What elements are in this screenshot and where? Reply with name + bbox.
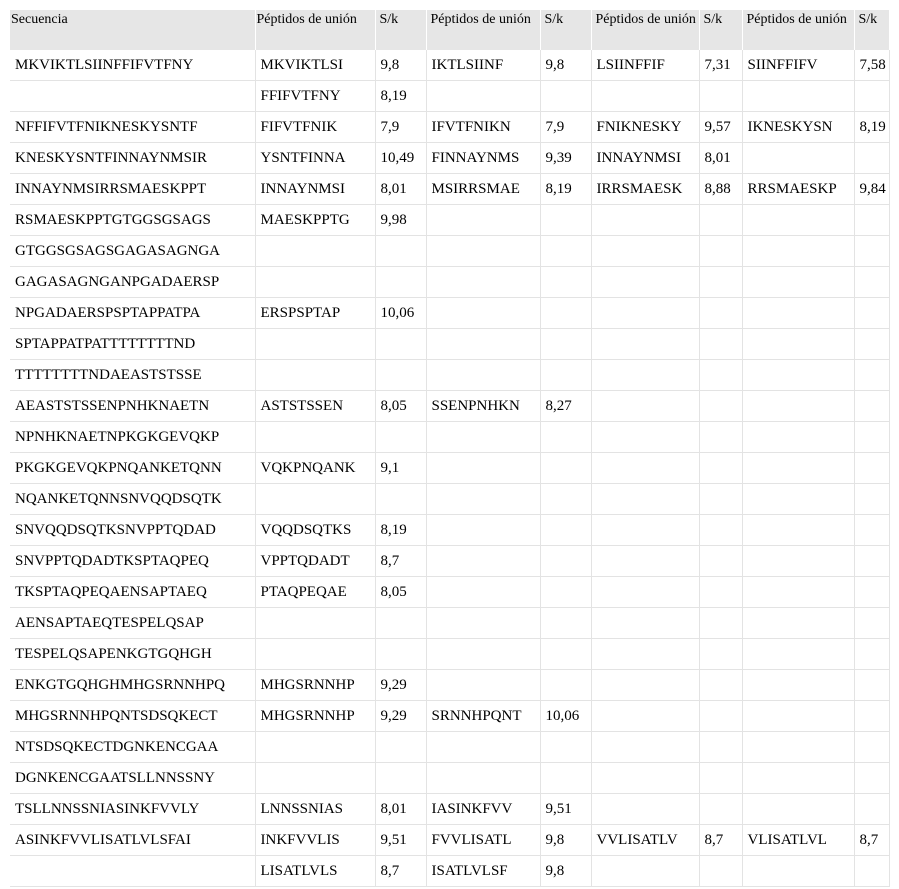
score-cell: 9,8: [540, 856, 591, 887]
binding-peptide-cell: FVVLISATL: [426, 825, 540, 856]
table-row: [10, 50, 889, 81]
binding-peptide-cell: IKTLSIINF: [426, 50, 540, 81]
binding-peptide-cell: RRSMAESKP: [742, 174, 854, 205]
score-cell: [375, 639, 426, 670]
binding-peptide-cell: [255, 360, 375, 391]
score-cell: [540, 546, 591, 577]
score-cell: [854, 205, 889, 236]
score-cell: [540, 639, 591, 670]
score-cell: [699, 763, 742, 794]
score-cell: [375, 763, 426, 794]
binding-peptide-cell: [591, 546, 699, 577]
score-cell: [854, 422, 889, 453]
binding-peptide-cell: [591, 732, 699, 763]
sequence-cell: GAGASAGNGANPGADAERSP: [10, 267, 255, 298]
score-cell: [540, 236, 591, 267]
score-cell: [699, 205, 742, 236]
binding-peptide-cell: [742, 763, 854, 794]
binding-peptide-cell: [742, 484, 854, 515]
binding-peptide-cell: [426, 236, 540, 267]
binding-peptide-cell: VVLISATLV: [591, 825, 699, 856]
score-cell: 8,05: [375, 391, 426, 422]
score-cell: [699, 391, 742, 422]
binding-peptide-cell: ERSPSPTAP: [255, 298, 375, 329]
sequence-cell: NFFIFVTFNIKNESKYSNTF: [10, 112, 255, 143]
table-row: [10, 763, 889, 794]
sequence-cell: GTGGSGSAGSGAGASAGNGA: [10, 236, 255, 267]
score-cell: 8,19: [375, 81, 426, 112]
column-header-score: S/k: [854, 10, 889, 50]
score-cell: [540, 205, 591, 236]
score-cell: [854, 81, 889, 112]
score-cell: 9,84: [854, 174, 889, 205]
binding-peptide-cell: [742, 205, 854, 236]
score-cell: [699, 701, 742, 732]
sequence-cell: SNVQQDSQTKSNVPPTQDAD: [10, 515, 255, 546]
binding-peptide-cell: FIFVTFNIK: [255, 112, 375, 143]
table-row: [10, 484, 889, 515]
binding-peptide-cell: [742, 298, 854, 329]
table-row: [10, 298, 889, 329]
binding-peptide-cell: [255, 329, 375, 360]
binding-peptide-cell: [591, 670, 699, 701]
score-cell: 8,7: [375, 546, 426, 577]
binding-peptide-cell: MHGSRNNHP: [255, 670, 375, 701]
binding-peptide-cell: [591, 453, 699, 484]
score-cell: [540, 670, 591, 701]
score-cell: [375, 732, 426, 763]
score-cell: 10,49: [375, 143, 426, 174]
score-cell: [540, 360, 591, 391]
table-row: [10, 639, 889, 670]
table-row: [10, 546, 889, 577]
binding-peptide-cell: LISATLVLS: [255, 856, 375, 887]
binding-peptide-cell: [742, 670, 854, 701]
score-cell: [699, 732, 742, 763]
binding-peptide-cell: [591, 422, 699, 453]
score-cell: [375, 236, 426, 267]
score-cell: [699, 360, 742, 391]
score-cell: [540, 329, 591, 360]
binding-peptide-cell: [742, 794, 854, 825]
sequence-cell: TKSPTAQPEQAENSAPTAEQ: [10, 577, 255, 608]
sequence-cell: ASINKFVVLISATLVLSFAI: [10, 825, 255, 856]
binding-peptide-cell: [255, 236, 375, 267]
table-row: [10, 608, 889, 639]
score-cell: 10,06: [375, 298, 426, 329]
binding-peptide-cell: [426, 577, 540, 608]
score-cell: [854, 267, 889, 298]
column-header-binding-peptides: Péptidos de unión: [742, 10, 854, 50]
binding-peptide-cell: [591, 205, 699, 236]
score-cell: [854, 577, 889, 608]
sequence-cell: AENSAPTAEQTESPELQSAP: [10, 608, 255, 639]
binding-peptide-cell: [742, 577, 854, 608]
score-cell: [854, 143, 889, 174]
binding-peptide-cell: [742, 81, 854, 112]
score-cell: [699, 515, 742, 546]
table-row: [10, 267, 889, 298]
binding-peptide-cell: VPPTQDADT: [255, 546, 375, 577]
binding-peptide-cell: ISATLVLSF: [426, 856, 540, 887]
binding-peptide-cell: LSIINFFIF: [591, 50, 699, 81]
score-cell: [854, 329, 889, 360]
binding-peptide-cell: [426, 732, 540, 763]
header-row: [10, 10, 889, 50]
sequence-cell: NPNHKNAETNPKGKGEVQKP: [10, 422, 255, 453]
table-row: [10, 236, 889, 267]
sequence-cell: DGNKENCGAATSLLNNSSNY: [10, 763, 255, 794]
score-cell: 8,27: [540, 391, 591, 422]
score-cell: [854, 360, 889, 391]
score-cell: [854, 763, 889, 794]
binding-peptide-cell: [742, 856, 854, 887]
binding-peptide-cell: [426, 422, 540, 453]
sequence-cell: NQANKETQNNSNVQQDSQTK: [10, 484, 255, 515]
binding-peptide-cell: [742, 639, 854, 670]
table-row: [10, 205, 889, 236]
score-cell: [854, 546, 889, 577]
binding-peptide-cell: YSNTFINNA: [255, 143, 375, 174]
sequence-cell: NPGADAERSPSPTAPPATPA: [10, 298, 255, 329]
binding-peptide-cell: [742, 360, 854, 391]
binding-peptide-cell: [591, 484, 699, 515]
binding-peptide-cell: [426, 329, 540, 360]
binding-peptide-cell: [591, 329, 699, 360]
binding-peptide-cell: [426, 453, 540, 484]
binding-peptide-cell: [591, 298, 699, 329]
column-header-binding-peptides: Péptidos de unión: [255, 10, 375, 50]
table-row: [10, 701, 889, 732]
score-cell: [540, 453, 591, 484]
score-cell: 9,8: [540, 825, 591, 856]
score-cell: [375, 329, 426, 360]
score-cell: 9,51: [375, 825, 426, 856]
score-cell: [540, 732, 591, 763]
score-cell: 9,29: [375, 701, 426, 732]
sequence-cell: ENKGTGQHGHMHGSRNNHPQ: [10, 670, 255, 701]
binding-peptide-cell: FNIKNESKY: [591, 112, 699, 143]
score-cell: [699, 577, 742, 608]
binding-peptide-cell: MKVIKTLSI: [255, 50, 375, 81]
sequence-cell: SNVPPTQDADTKSPTAQPEQ: [10, 546, 255, 577]
table-row: [10, 794, 889, 825]
binding-peptide-cell: VQQDSQTKS: [255, 515, 375, 546]
table-row: [10, 515, 889, 546]
binding-peptide-cell: [426, 670, 540, 701]
score-cell: [375, 267, 426, 298]
binding-peptide-cell: SSENPNHKN: [426, 391, 540, 422]
binding-peptide-cell: [591, 856, 699, 887]
binding-peptide-cell: IRRSMAESK: [591, 174, 699, 205]
binding-peptide-cell: FFIFVTFNY: [255, 81, 375, 112]
binding-peptide-cell: IASINKFVV: [426, 794, 540, 825]
score-cell: 7,9: [375, 112, 426, 143]
score-cell: 8,19: [375, 515, 426, 546]
table-row: [10, 422, 889, 453]
score-cell: [540, 267, 591, 298]
score-cell: 8,7: [854, 825, 889, 856]
score-cell: 9,39: [540, 143, 591, 174]
binding-peptide-cell: [742, 391, 854, 422]
table-row: [10, 391, 889, 422]
binding-peptide-cell: IFVTFNIKN: [426, 112, 540, 143]
table-row: [10, 825, 889, 856]
score-cell: [699, 608, 742, 639]
peptide-binding-table: [10, 10, 890, 887]
score-cell: [699, 329, 742, 360]
binding-peptide-cell: VQKPNQANK: [255, 453, 375, 484]
peptide-table-container: [10, 10, 889, 887]
binding-peptide-cell: SIINFFIFV: [742, 50, 854, 81]
score-cell: [540, 577, 591, 608]
score-cell: [854, 608, 889, 639]
sequence-cell: [10, 81, 255, 112]
sequence-cell: TSLLNNSSNIASINKFVVLY: [10, 794, 255, 825]
score-cell: [699, 81, 742, 112]
binding-peptide-cell: [426, 763, 540, 794]
score-cell: [854, 391, 889, 422]
binding-peptide-cell: INNAYNMSI: [591, 143, 699, 174]
column-header-score: S/k: [699, 10, 742, 50]
binding-peptide-cell: [426, 267, 540, 298]
table-row: [10, 81, 889, 112]
score-cell: 7,58: [854, 50, 889, 81]
score-cell: [854, 732, 889, 763]
score-cell: 9,51: [540, 794, 591, 825]
score-cell: [854, 453, 889, 484]
column-header-binding-peptides: Péptidos de unión: [591, 10, 699, 50]
binding-peptide-cell: [591, 267, 699, 298]
score-cell: [699, 546, 742, 577]
binding-peptide-cell: [742, 732, 854, 763]
score-cell: [699, 453, 742, 484]
binding-peptide-cell: [591, 81, 699, 112]
score-cell: [699, 298, 742, 329]
score-cell: [854, 484, 889, 515]
sequence-cell: SPTAPPATPATTTTTTTTND: [10, 329, 255, 360]
sequence-cell: KNESKYSNTFINNAYNMSIR: [10, 143, 255, 174]
score-cell: [699, 856, 742, 887]
table-row: [10, 329, 889, 360]
score-cell: 8,01: [375, 794, 426, 825]
score-cell: 9,57: [699, 112, 742, 143]
binding-peptide-cell: [255, 267, 375, 298]
score-cell: 8,01: [375, 174, 426, 205]
column-header-score: S/k: [540, 10, 591, 50]
binding-peptide-cell: [426, 608, 540, 639]
score-cell: [540, 298, 591, 329]
binding-peptide-cell: [426, 484, 540, 515]
binding-peptide-cell: [426, 205, 540, 236]
binding-peptide-cell: SRNNHPQNT: [426, 701, 540, 732]
sequence-cell: MKVIKTLSIINFFIFVTFNY: [10, 50, 255, 81]
binding-peptide-cell: [426, 81, 540, 112]
binding-peptide-cell: INKFVVLIS: [255, 825, 375, 856]
table-body: [10, 50, 889, 887]
binding-peptide-cell: VLISATLVL: [742, 825, 854, 856]
binding-peptide-cell: [255, 639, 375, 670]
table-header: [10, 10, 889, 50]
sequence-cell: NTSDSQKECTDGNKENCGAA: [10, 732, 255, 763]
table-row: [10, 360, 889, 391]
score-cell: [540, 484, 591, 515]
table-row: [10, 577, 889, 608]
score-cell: [540, 422, 591, 453]
binding-peptide-cell: FINNAYNMS: [426, 143, 540, 174]
score-cell: [699, 236, 742, 267]
score-cell: [375, 360, 426, 391]
binding-peptide-cell: [742, 143, 854, 174]
column-header-sequence: Secuencia: [10, 10, 255, 50]
score-cell: 9,29: [375, 670, 426, 701]
binding-peptide-cell: [426, 639, 540, 670]
binding-peptide-cell: [591, 639, 699, 670]
table-row: [10, 732, 889, 763]
score-cell: 7,9: [540, 112, 591, 143]
score-cell: [699, 670, 742, 701]
binding-peptide-cell: [591, 236, 699, 267]
score-cell: 8,7: [375, 856, 426, 887]
binding-peptide-cell: [426, 515, 540, 546]
sequence-cell: AEASTSTSSENPNHKNAETN: [10, 391, 255, 422]
sequence-cell: RSMAESKPPTGTGGSGSAGS: [10, 205, 255, 236]
binding-peptide-cell: [426, 546, 540, 577]
binding-peptide-cell: [255, 484, 375, 515]
score-cell: [375, 422, 426, 453]
table-row: [10, 670, 889, 701]
binding-peptide-cell: [426, 360, 540, 391]
binding-peptide-cell: [255, 732, 375, 763]
binding-peptide-cell: [591, 763, 699, 794]
table-row: [10, 174, 889, 205]
score-cell: [854, 856, 889, 887]
binding-peptide-cell: [426, 298, 540, 329]
binding-peptide-cell: MSIRRSMAE: [426, 174, 540, 205]
binding-peptide-cell: [591, 391, 699, 422]
binding-peptide-cell: [742, 267, 854, 298]
binding-peptide-cell: [742, 422, 854, 453]
score-cell: [854, 236, 889, 267]
score-cell: 10,06: [540, 701, 591, 732]
binding-peptide-cell: [591, 577, 699, 608]
binding-peptide-cell: [742, 701, 854, 732]
score-cell: 8,7: [699, 825, 742, 856]
score-cell: 9,8: [540, 50, 591, 81]
score-cell: [854, 298, 889, 329]
sequence-cell: PKGKGEVQKPNQANKETQNN: [10, 453, 255, 484]
score-cell: 9,1: [375, 453, 426, 484]
table-row: [10, 453, 889, 484]
score-cell: 8,19: [540, 174, 591, 205]
binding-peptide-cell: PTAQPEQAE: [255, 577, 375, 608]
binding-peptide-cell: [591, 515, 699, 546]
binding-peptide-cell: [591, 701, 699, 732]
score-cell: [854, 670, 889, 701]
binding-peptide-cell: [742, 453, 854, 484]
table-row: [10, 143, 889, 174]
score-cell: 9,8: [375, 50, 426, 81]
binding-peptide-cell: [742, 329, 854, 360]
binding-peptide-cell: [591, 608, 699, 639]
score-cell: [375, 608, 426, 639]
binding-peptide-cell: ASTSTSSEN: [255, 391, 375, 422]
sequence-cell: TESPELQSAPENKGTGQHGH: [10, 639, 255, 670]
binding-peptide-cell: [742, 608, 854, 639]
binding-peptide-cell: [742, 515, 854, 546]
sequence-cell: TTTTTTTTNDAEASTSTSSE: [10, 360, 255, 391]
score-cell: [540, 608, 591, 639]
score-cell: [699, 484, 742, 515]
sequence-cell: MHGSRNNHPQNTSDSQKECT: [10, 701, 255, 732]
score-cell: [854, 639, 889, 670]
binding-peptide-cell: [255, 763, 375, 794]
score-cell: [854, 794, 889, 825]
score-cell: [699, 639, 742, 670]
score-cell: 8,01: [699, 143, 742, 174]
score-cell: [854, 515, 889, 546]
binding-peptide-cell: [742, 236, 854, 267]
binding-peptide-cell: INNAYNMSI: [255, 174, 375, 205]
binding-peptide-cell: MAESKPPTG: [255, 205, 375, 236]
score-cell: 8,88: [699, 174, 742, 205]
score-cell: 9,98: [375, 205, 426, 236]
column-header-binding-peptides: Péptidos de unión: [426, 10, 540, 50]
table-row: [10, 112, 889, 143]
binding-peptide-cell: LNNSSNIAS: [255, 794, 375, 825]
score-cell: [540, 763, 591, 794]
binding-peptide-cell: [591, 360, 699, 391]
score-cell: [699, 422, 742, 453]
binding-peptide-cell: MHGSRNNHP: [255, 701, 375, 732]
binding-peptide-cell: [742, 546, 854, 577]
score-cell: 8,19: [854, 112, 889, 143]
sequence-cell: INNAYNMSIRRSMAESKPPT: [10, 174, 255, 205]
table-row: [10, 856, 889, 887]
score-cell: 8,05: [375, 577, 426, 608]
score-cell: [699, 267, 742, 298]
binding-peptide-cell: [255, 608, 375, 639]
score-cell: [375, 484, 426, 515]
binding-peptide-cell: [591, 794, 699, 825]
score-cell: [540, 515, 591, 546]
score-cell: [699, 794, 742, 825]
sequence-cell: [10, 856, 255, 887]
score-cell: [540, 81, 591, 112]
binding-peptide-cell: [255, 422, 375, 453]
binding-peptide-cell: IKNESKYSN: [742, 112, 854, 143]
score-cell: 7,31: [699, 50, 742, 81]
column-header-score: S/k: [375, 10, 426, 50]
score-cell: [854, 701, 889, 732]
